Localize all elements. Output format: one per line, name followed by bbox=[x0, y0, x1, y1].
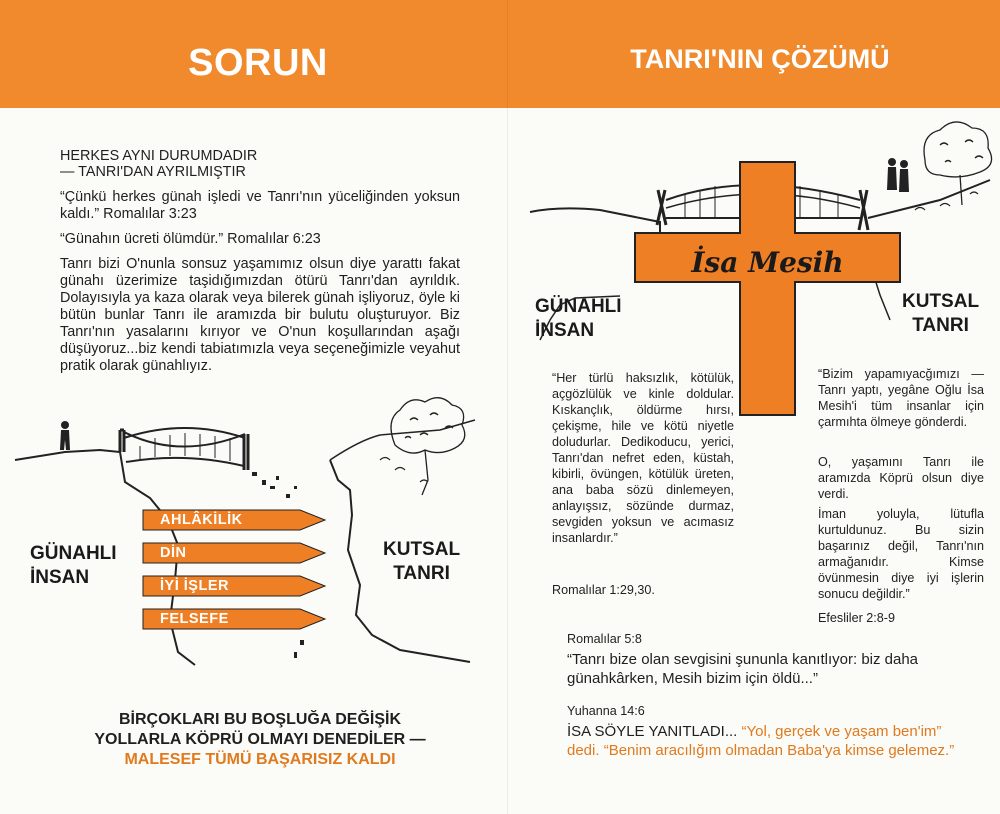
right-title: TANRI'NIN ÇÖZÜMÜ bbox=[630, 44, 890, 74]
cross-label: İsa Mesih bbox=[691, 246, 844, 279]
left-bottom-line2: YOLLARLA KÖPRÜ OLMAYI DENEDİLER — bbox=[94, 731, 426, 748]
rom58-text: “Tanrı bize olan sevgisini şununla kanıtlıyor: biz daha günahkârken, Mesih bizim için öldü...” bbox=[567, 651, 919, 687]
right-quote-3: İman yoluyla, lütufla kurtuldunuz. Bu sizin başarınız değil, Tanrı'nın armağanıdır. Kimse övünmesin diye iyi işlerin sonucu değildir.” bbox=[818, 507, 984, 601]
john-intro: İSA SÖYLE YANITLADI... bbox=[567, 723, 738, 740]
right-sinful-line2: İNSAN bbox=[535, 320, 595, 341]
left-bottom-line1: BİRÇOKLARI BU BOŞLUĞA DEĞİŞİK bbox=[118, 711, 402, 728]
left-holy-line2: TANRI bbox=[393, 563, 450, 584]
right-sinful-line1: GÜNAHLI bbox=[535, 296, 622, 317]
left-sinful-man bbox=[30, 542, 117, 590]
john-quote: “Yol, gerçek ve yaşam ben'im” dedi. “Benim aracılığım olmadan Baba'ya kimse gelemez.” bbox=[567, 723, 955, 759]
left-holy-line1: KUTSAL bbox=[383, 539, 461, 560]
left-quote-1: “Çünkü herkes günah işledi ve Tanrı'nın yüceliğinden yoksun kaldı.” Romalılar 3:23 bbox=[60, 189, 460, 222]
left-bottom-statement bbox=[40, 710, 480, 770]
left-bottom-line3: MALESEF TÜMÜ BAŞARISIZ KALDI bbox=[124, 751, 396, 768]
left-sinful-line1: GÜNAHLI bbox=[30, 543, 117, 564]
left-sinful-line2: İNSAN bbox=[30, 567, 90, 588]
john-verse bbox=[567, 722, 962, 760]
right-holy-god bbox=[902, 290, 979, 338]
page-fold bbox=[507, 0, 508, 814]
left-holy-god bbox=[383, 538, 460, 586]
john-ref: Yuhanna 14:6 bbox=[567, 704, 645, 718]
right-sinful-man bbox=[535, 295, 622, 343]
arrow-label-4: FELSEFE bbox=[160, 611, 229, 627]
right-holy-line2: TANRI bbox=[912, 315, 969, 336]
left-body: Tanrı bizi O'nunla sonsuz yaşamımız olsun diye yarattı fakat günahı üzerimize taşidığımızdan ötürü Tanrı'dan ayrıldık. Dolayısıyla ya kaza olarak veya bilerek günah işliyoruz, öyle ki bütün bunlar Tanrı ile aramızda bir bulutu oluşturuyor. Biz Tanrı'nın yasalarını kırıyor ve O'nun koşullarından aşağı düşüyoruz...biz kendi tabiatımızla veya seçeneğimizle veyahut pratik olarak günahlıyız. bbox=[60, 256, 460, 374]
right-left-quote: “Her türlü haksızlık, kötülük, açgözlülük ve kinle doldular. Kıskançlık, öldürme hırsı, çekişme, hile ve kötü niyetle doludurlar. Dedikoducu, yerici, Tanrı'dan nefret eden, küstah, kibirli, övüngen, kötülük üreten, ana baba sözü dinlemeyen, anlayışsız, sözünde durmaz, sevgiden yoksun ve acımasız insanlardır.” bbox=[552, 371, 734, 545]
right-left-ref: Romalılar 1:29,30. bbox=[552, 583, 655, 597]
right-quote-1: “Bizim yapamıyacğımızı — Tanrı yaptı, yegâne Oğlu İsa Mesih'i tüm insanlar için çarmıhta ölmeye gönderdi. bbox=[818, 367, 984, 429]
right-quote-2: O, yaşamını Tanrı ile aramızda Köprü olsun diye verdi. bbox=[818, 455, 984, 501]
left-heading-line2: — TANRI'DAN AYRILMIŞTIR bbox=[60, 164, 246, 180]
left-quote-2: “Günahın ücreti ölümdür.” Romalılar 6:23 bbox=[60, 231, 321, 247]
arrow-label-2: DİN bbox=[160, 545, 187, 561]
arrow-label-1: AHLÂKİLİK bbox=[160, 512, 243, 528]
right-holy-line1: KUTSAL bbox=[902, 291, 980, 312]
left-heading-line1: HERKES AYNI DURUMDADIR bbox=[60, 148, 258, 164]
rom58-ref: Romalılar 5:8 bbox=[567, 632, 642, 646]
arrow-label-3: İYİ İŞLER bbox=[160, 578, 229, 594]
right-ref: Efesliler 2:8-9 bbox=[818, 611, 895, 625]
left-heading bbox=[60, 148, 460, 180]
left-title: SORUN bbox=[188, 42, 328, 84]
